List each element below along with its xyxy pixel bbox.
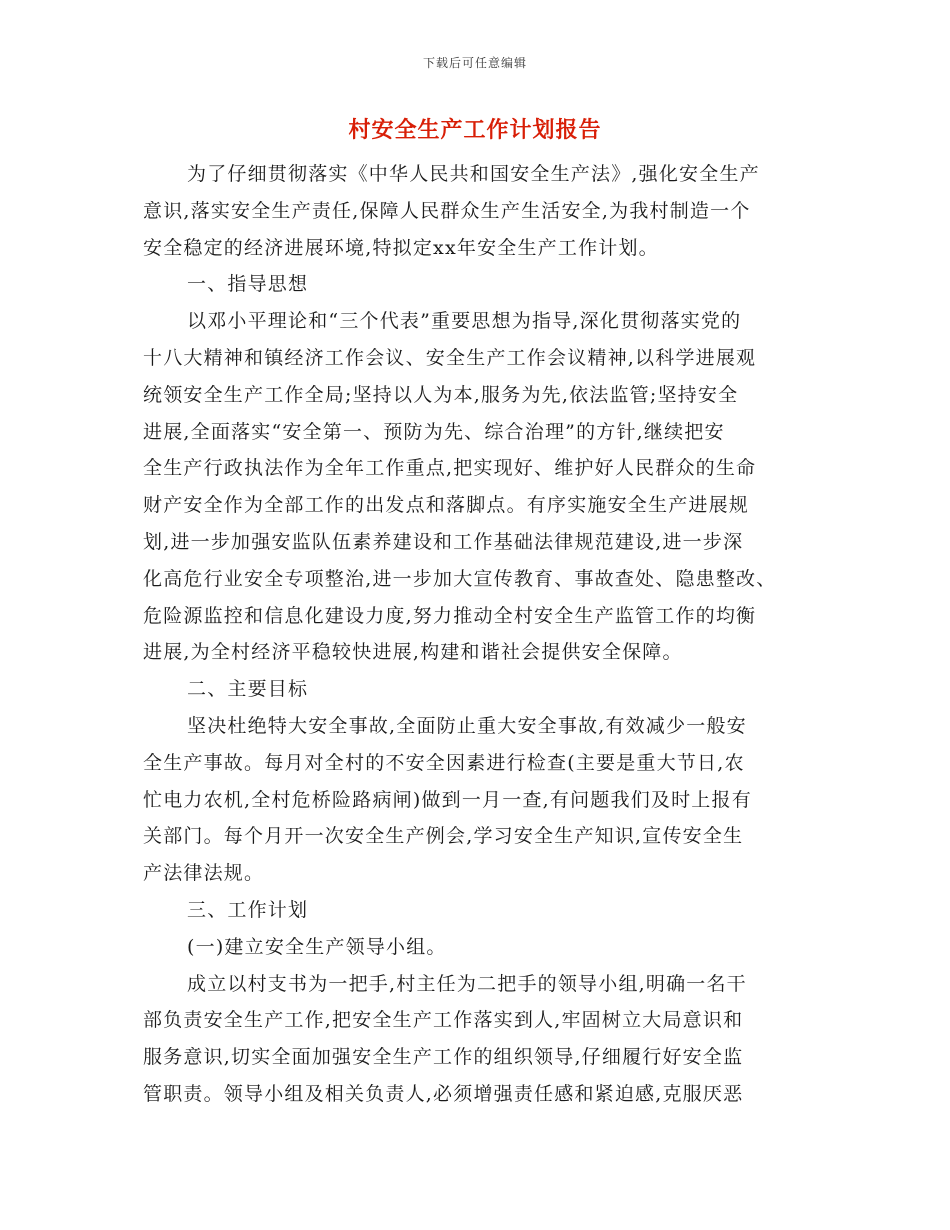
text-line: 产法律法规。 [143, 862, 265, 885]
text-line: (一)建立安全生产领导小组。 [187, 935, 447, 958]
text-line: 管职责。领导小组及相关负责人,必须增强责任感和紧迫感,克服厌恶 [143, 1082, 744, 1105]
text-line: 成立以村支书为一把手,村主任为二把手的领导小组,明确一名干 [187, 972, 747, 995]
text-line: 划,进一步加强安监队伍素养建设和工作基础法律规范建设,进一步深 [143, 530, 744, 553]
text-line: 意识,落实安全生产责任,保障人民群众生产生活安全,为我村制造一个 [143, 199, 751, 222]
text-line: 财产安全作为全部工作的出发点和落脚点。有序实施安全生产进展规 [143, 494, 750, 517]
text-line: 一、指导思想 [187, 273, 309, 296]
text-line: 化高危行业安全专项整治,进一步加大宣传教育、事故查处、隐患整改、 [143, 567, 777, 590]
text-line: 三、工作计划 [187, 898, 309, 921]
header-note: 下载后可任意编辑 [422, 56, 527, 70]
text-line: 十八大精神和镇经济工作会议、安全生产工作会议精神,以科学进展观 [143, 346, 757, 369]
text-line: 全生产行政执法作为全年工作重点,把实现好、维护好人民群众的生命 [143, 457, 757, 480]
text-line: 安全稳定的经济进展环境,特拟定xx年安全生产工作计划。 [143, 236, 659, 259]
text-line: 关部门。每个月开一次安全生产例会,学习安全生产知识,宣传安全生 [143, 825, 744, 848]
text-line: 统领安全生产工作全局;坚持以人为本,服务为先,依法监管;坚持安全 [143, 383, 739, 406]
text-line: 危险源监控和信息化建设力度,努力推动全村安全生产监管工作的均衡 [143, 604, 757, 627]
text-line: 二、主要目标 [187, 678, 309, 701]
text-line: 以邓小平理论和“三个代表”重要思想为指导,深化贯彻落实党的 [187, 310, 742, 333]
text-line: 进展,全面落实“安全第一、预防为先、综合治理”的方针,继续把安 [143, 420, 725, 443]
document-title: 村安全生产工作计划报告 [348, 117, 602, 143]
text-line: 部负责安全生产工作,把安全生产工作落实到人,牢固树立大局意识和 [143, 1009, 744, 1032]
text-line: 进展,为全村经济平稳较快进展,构建和谐社会提供安全保障。 [143, 641, 683, 664]
text-line: 忙电力农机,全村危桥险路病闸)做到一月一查,有问题我们及时上报有 [143, 788, 752, 811]
document-body [143, 156, 813, 1113]
text-line: 服务意识,切实全面加强安全生产工作的组织领导,仔细履行好安全监 [143, 1046, 744, 1069]
text-line: 全生产事故。每月对全村的不安全因素进行检查(主要是重大节日,农 [143, 751, 745, 774]
text-line: 坚决杜绝特大安全事故,全面防止重大安全事故,有效减少一般安 [187, 714, 747, 737]
text-line: 为了仔细贯彻落实《中华人民共和国安全生产法》,强化安全生产 [187, 163, 760, 185]
